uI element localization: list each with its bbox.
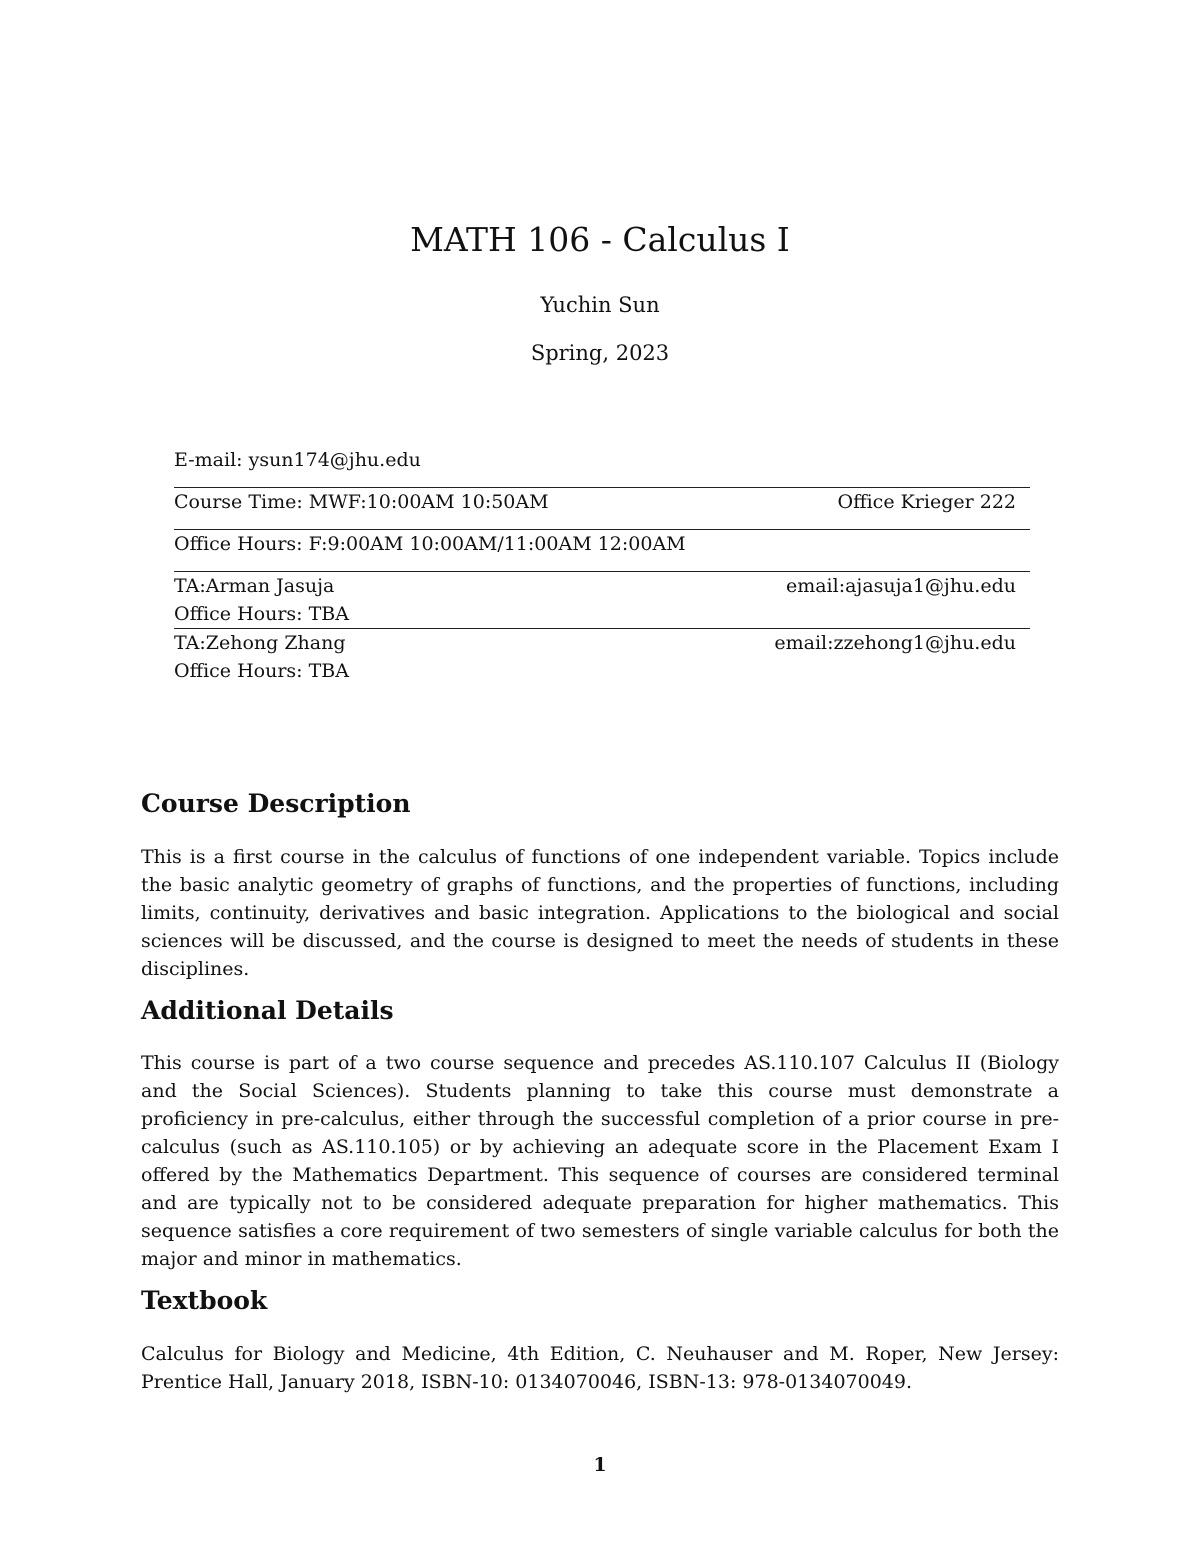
ta2-hours: Office Hours: TBA [174,660,349,682]
ta2-row [174,629,1030,657]
office-location: Office Krieger 222 [837,491,1016,513]
section-heading-course-description: Course Description [141,789,411,818]
ta2-hours-row [174,657,1030,685]
ta2-email: email:zzehong1@jhu.edu [774,632,1016,654]
office-hours: Office Hours: F:9:00AM 10:00AM/11:00AM 12:00AM [174,533,686,555]
term: Spring, 2023 [530,341,670,365]
instructor-email: E-mail: ysun174@jhu.edu [174,449,421,471]
author-name: Yuchin Sun [540,293,660,317]
ta1-hours: Office Hours: TBA [174,603,349,625]
ta2-name: TA:Zehong Zhang [174,632,346,654]
course-time-row [174,488,1030,516]
additional-details-text: This course is part of a two course sequence and precedes AS.110.107 Calculus II (Biology and the Social Sciences). Students planning to take this course must demonstrate a proficiency in pre-calculus, either through the successful completion of a prior course in pre-calculus (such as AS.110.105) or by achieving an adequate score in the Placement Exam I offered by the Mathematics Department. This sequence of courses are considered terminal and are typically not to be considered adequate preparation for higher mathematics. This sequence satisfies a core requirement of two semesters of single variable calculus for both the major and minor in mathematics. [141,1052,1059,1270]
course-time: Course Time: MWF:10:00AM 10:50AM [174,491,549,513]
course-info-table [174,446,1030,685]
textbook-text: Calculus for Biology and Medicine, 4th Edition, C. Neuhauser and M. Roper, New Jersey: Prentice Hall, January 2018, ISBN-10: 0134070046, ISBN-13: 978-0134070049. [141,1343,1059,1393]
ta1-hours-row [174,600,1030,628]
course-description-text: This is a first course in the calculus of functions of one independent variable. Topics include the basic analytic geometry of graphs of functions, and the properties of functions, including limits, continuity, derivatives and basic integration. Applications to the biological and social sciences will be discussed, and the course is designed to meet the needs of students in these disciplines. [141,846,1059,980]
ta1-name: TA:Arman Jasuja [174,575,335,597]
page-number: 1 [593,1454,607,1476]
section-heading-textbook: Textbook [141,1286,268,1315]
ta1-row [174,572,1030,600]
ta1-email: email:ajasuja1@jhu.edu [785,575,1016,597]
office-hours-row [174,530,1030,558]
email-row [174,446,1030,474]
section-heading-additional-details: Additional Details [141,996,394,1025]
page-title: MATH 106 - Calculus I [410,220,790,259]
